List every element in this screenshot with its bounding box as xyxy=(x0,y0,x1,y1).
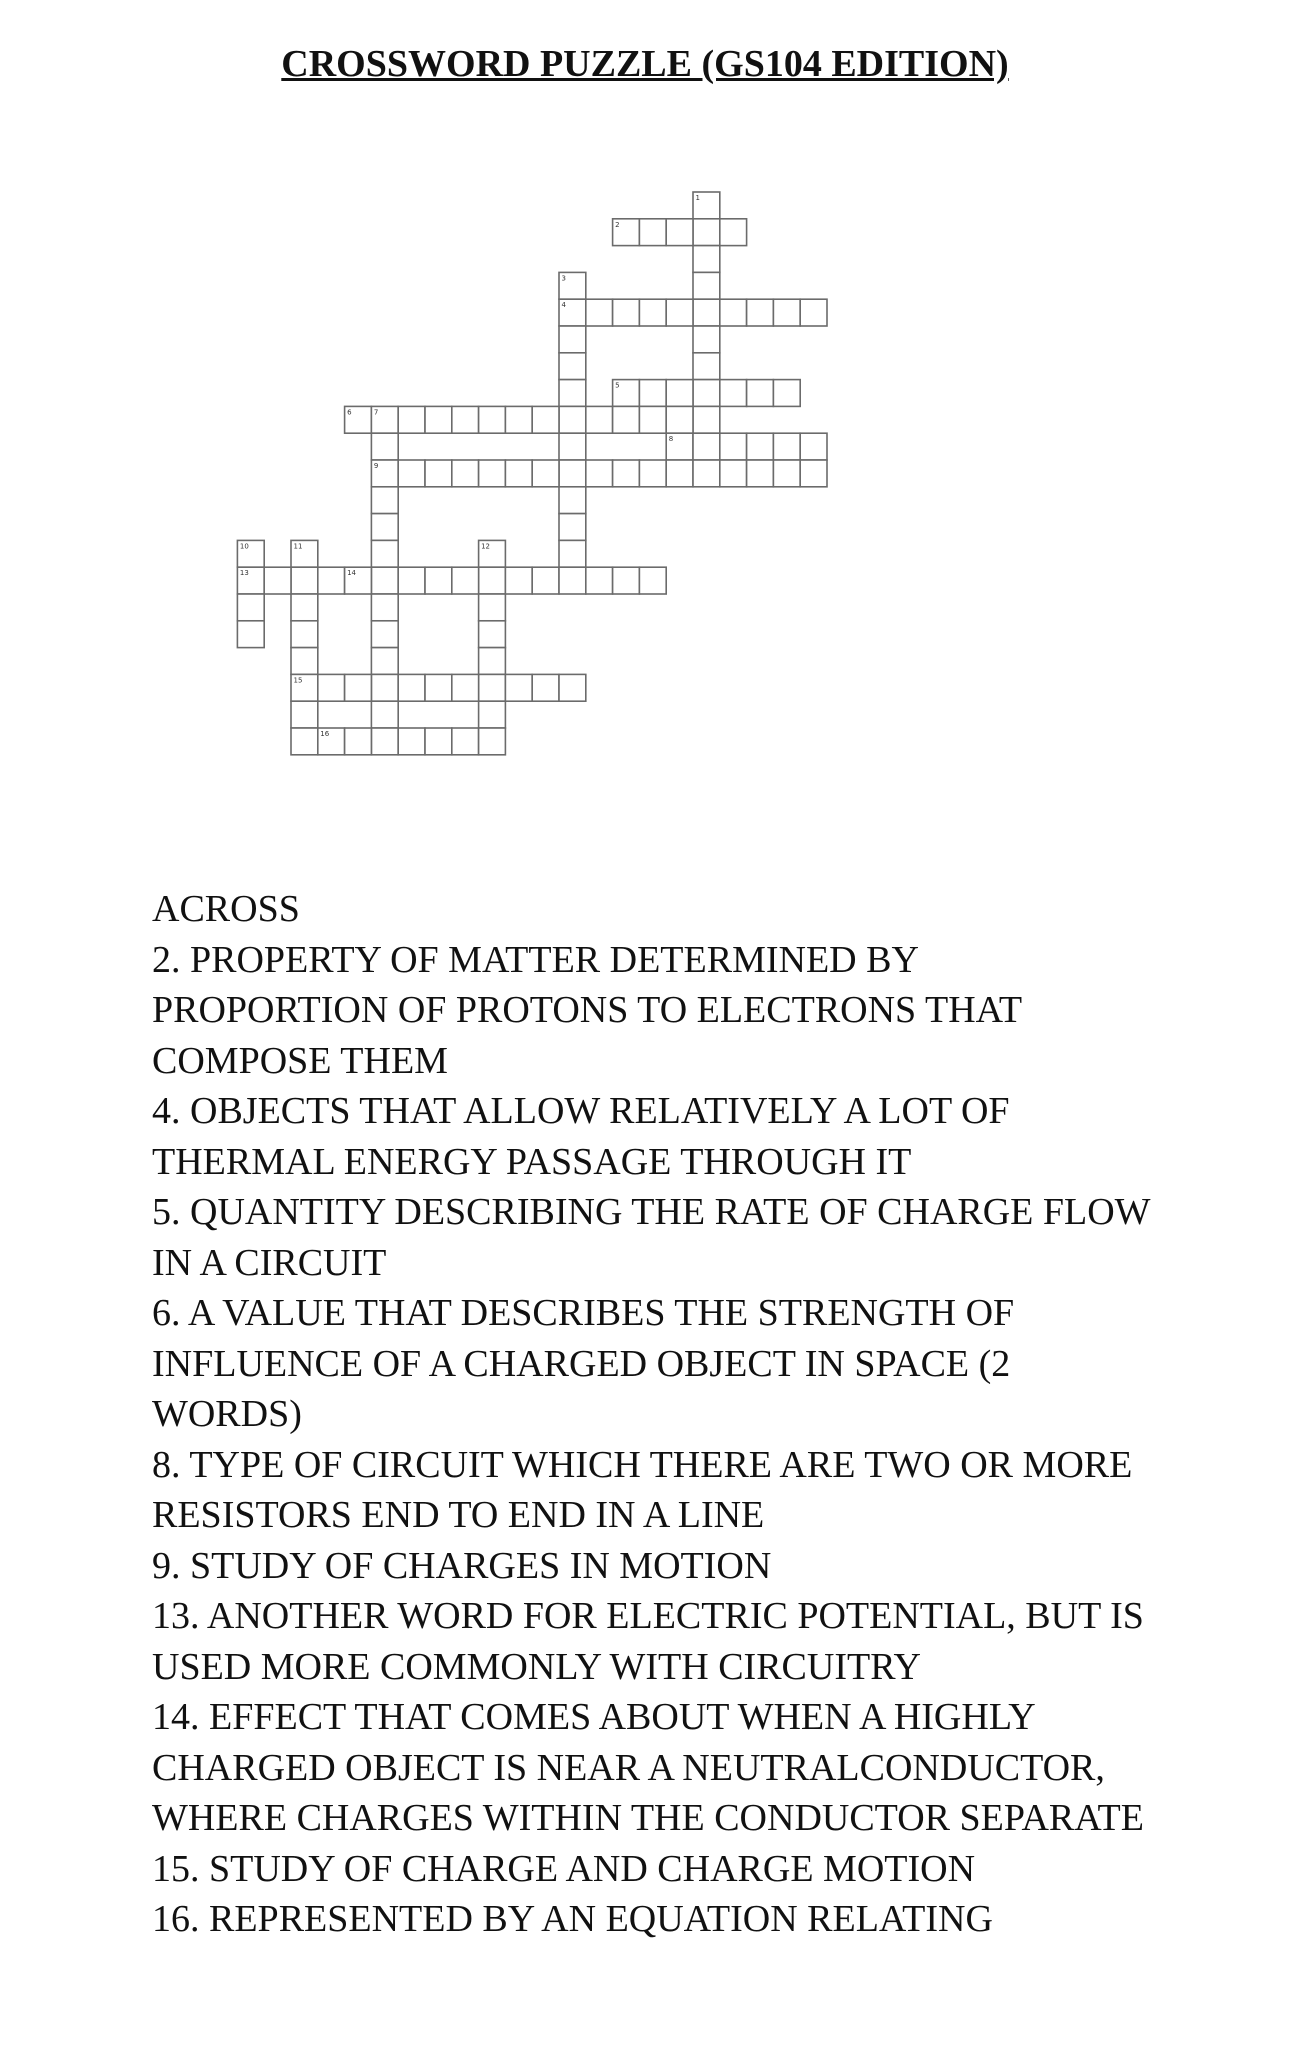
grid-cell xyxy=(747,460,774,487)
clue-list xyxy=(152,884,1162,1945)
grid-cell xyxy=(800,460,827,487)
across-header: ACROSS xyxy=(152,888,300,930)
grid-cell xyxy=(666,219,693,246)
clue-number-8: 8 xyxy=(668,435,674,444)
clue-number-1: 1 xyxy=(695,194,700,202)
puzzle-title: CROSSWORD PUZZLE (GS104 EDITION) xyxy=(281,43,1009,85)
grid-cell xyxy=(773,380,800,407)
clue-number-4: 4 xyxy=(561,301,566,310)
grid-cell xyxy=(747,380,774,407)
grid-cell xyxy=(773,433,800,460)
grid-cell xyxy=(666,406,693,433)
clue-across-4: 4. OBJECTS THAT ALLOW RELATIVELY A LOT OF THERMAL ENERGY PASSAGE THROUGH IT xyxy=(152,1090,1010,1183)
grid-cell xyxy=(720,433,747,460)
clue-number-14: 14 xyxy=(347,569,357,578)
grid-cell xyxy=(586,406,613,433)
grid-cell xyxy=(693,460,720,487)
clue-number-11: 11 xyxy=(293,542,303,551)
grid-cell xyxy=(613,299,640,326)
grid-cell xyxy=(693,219,720,246)
grid-cell xyxy=(479,674,506,701)
grid-cell xyxy=(479,728,506,755)
grid-cell xyxy=(532,460,559,487)
grid-cell xyxy=(371,567,398,594)
grid-cell xyxy=(398,674,425,701)
clue-number-10: 10 xyxy=(239,542,249,551)
clue-across-6: 6. A VALUE THAT DESCRIBES THE STRENGTH OF INFLUENCE OF A CHARGED OBJECT IN SPACE (2 WORDS) xyxy=(152,1292,1015,1435)
grid-cell xyxy=(505,674,532,701)
clue-number-5: 5 xyxy=(615,381,620,390)
grid-cell xyxy=(559,567,586,594)
grid-cell xyxy=(479,648,506,675)
grid-cell xyxy=(452,674,479,701)
grid-cell xyxy=(291,701,318,728)
grid-cell xyxy=(639,380,666,407)
grid-cell xyxy=(291,594,318,621)
clue-across-8: 8. TYPE OF CIRCUIT WHICH THERE ARE TWO OR MORE RESISTORS END TO END IN A LINE xyxy=(152,1443,1133,1536)
grid-cell xyxy=(613,567,640,594)
grid-cell xyxy=(318,567,345,594)
grid-cell xyxy=(639,299,666,326)
grid-cell xyxy=(371,674,398,701)
grid-cell xyxy=(693,353,720,380)
clue-number-3: 3 xyxy=(561,274,566,283)
grid-cell xyxy=(693,326,720,353)
grid-cell xyxy=(425,460,452,487)
grid-cell xyxy=(479,406,506,433)
grid-cell xyxy=(532,567,559,594)
grid-cell xyxy=(398,460,425,487)
grid-cell xyxy=(371,648,398,675)
grid-cell xyxy=(371,487,398,514)
crossword-grid xyxy=(0,180,1290,820)
grid-cell xyxy=(425,567,452,594)
grid-cell xyxy=(291,567,318,594)
grid-cell xyxy=(773,299,800,326)
grid-cell xyxy=(291,648,318,675)
grid-cell xyxy=(505,406,532,433)
grid-cell xyxy=(479,594,506,621)
grid-cell xyxy=(479,701,506,728)
grid-cell xyxy=(264,567,291,594)
grid-cell xyxy=(452,460,479,487)
clue-number-9: 9 xyxy=(373,462,379,470)
grid-cell xyxy=(452,406,479,433)
grid-cell xyxy=(693,406,720,433)
grid-cell xyxy=(773,460,800,487)
grid-cell xyxy=(666,460,693,487)
grid-cell xyxy=(720,219,747,246)
grid-cell xyxy=(800,299,827,326)
grid-cell xyxy=(291,621,318,648)
clue-number-12: 12 xyxy=(481,542,491,551)
clue-across-15: 15. STUDY OF CHARGE AND CHARGE MOTION xyxy=(152,1847,976,1890)
grid-cell xyxy=(693,380,720,407)
clue-number-13: 13 xyxy=(239,569,249,578)
grid-cell xyxy=(559,406,586,433)
grid-cell xyxy=(693,246,720,273)
grid-cell xyxy=(747,433,774,460)
clue-across-9: 9. STUDY OF CHARGES IN MOTION xyxy=(152,1544,772,1587)
grid-cell xyxy=(613,406,640,433)
clue-across-5: 5. QUANTITY DESCRIBING THE RATE OF CHARGE FLOW IN A CIRCUIT xyxy=(152,1191,1150,1284)
grid-cell xyxy=(398,728,425,755)
grid-cell xyxy=(586,460,613,487)
grid-cell xyxy=(345,728,372,755)
grid-cell xyxy=(747,299,774,326)
grid-cell xyxy=(559,380,586,407)
grid-cell xyxy=(479,621,506,648)
grid-cell xyxy=(237,621,264,648)
grid-cell xyxy=(398,406,425,433)
grid-cell xyxy=(371,728,398,755)
clue-number-16: 16 xyxy=(320,730,330,738)
grid-cell xyxy=(452,728,479,755)
grid-cell xyxy=(639,460,666,487)
grid-cell xyxy=(291,728,318,755)
grid-cell xyxy=(693,272,720,299)
grid-cell xyxy=(720,380,747,407)
crossword-grid-svg xyxy=(0,180,1290,820)
grid-cell xyxy=(559,540,586,567)
grid-cell xyxy=(666,299,693,326)
grid-cell xyxy=(559,514,586,541)
grid-cell xyxy=(639,219,666,246)
grid-cell xyxy=(693,299,720,326)
clue-across-2: 2. PROPERTY OF MATTER DETERMINED BY PROPORTION OF PROTONS TO ELECTRONS THAT COMPOSE THEM xyxy=(152,938,1022,1082)
grid-cell xyxy=(371,540,398,567)
clue-number-6: 6 xyxy=(347,408,352,417)
grid-cell xyxy=(505,460,532,487)
clue-number-7: 7 xyxy=(373,408,379,417)
grid-cell xyxy=(345,674,372,701)
grid-cell xyxy=(559,487,586,514)
grid-cell xyxy=(639,406,666,433)
grid-cell xyxy=(800,433,827,460)
grid-cell xyxy=(425,406,452,433)
grid-cell xyxy=(479,460,506,487)
grid-cell xyxy=(452,567,479,594)
grid-cell xyxy=(425,674,452,701)
clue-number-2: 2 xyxy=(615,220,620,229)
grid-cell xyxy=(639,567,666,594)
grid-cell xyxy=(720,299,747,326)
grid-cell xyxy=(613,460,640,487)
grid-cell xyxy=(559,353,586,380)
grid-cell xyxy=(398,567,425,594)
clue-number-15: 15 xyxy=(293,676,303,685)
grid-cell xyxy=(532,406,559,433)
grid-cell xyxy=(720,460,747,487)
clue-across-14: 14. EFFECT THAT COMES ABOUT WHEN A HIGHLY CHARGED OBJECT IS NEAR A NEUTRALCONDUCTOR, WHERE CHARGES WITHIN THE CONDUCTOR SEPARATE xyxy=(152,1696,1144,1839)
grid-cell xyxy=(559,326,586,353)
grid-cell xyxy=(559,433,586,460)
clue-across-13: 13. ANOTHER WORD FOR ELECTRIC POTENTIAL, BUT IS USED MORE COMMONLY WITH CIRCUITRY xyxy=(152,1595,1144,1688)
grid-cell xyxy=(237,594,264,621)
grid-cell xyxy=(318,674,345,701)
grid-cell xyxy=(371,621,398,648)
grid-cell xyxy=(559,460,586,487)
grid-cell xyxy=(693,433,720,460)
grid-cell xyxy=(532,674,559,701)
grid-cell xyxy=(371,514,398,541)
grid-cell xyxy=(425,728,452,755)
grid-cell xyxy=(371,594,398,621)
grid-cell xyxy=(371,701,398,728)
grid-cell xyxy=(559,674,586,701)
grid-cell xyxy=(666,380,693,407)
grid-cell xyxy=(586,299,613,326)
clue-across-16: 16. REPRESENTED BY AN EQUATION RELATING xyxy=(152,1898,993,1940)
grid-cell xyxy=(371,433,398,460)
grid-cell xyxy=(479,567,506,594)
grid-cell xyxy=(505,567,532,594)
grid-cell xyxy=(586,567,613,594)
